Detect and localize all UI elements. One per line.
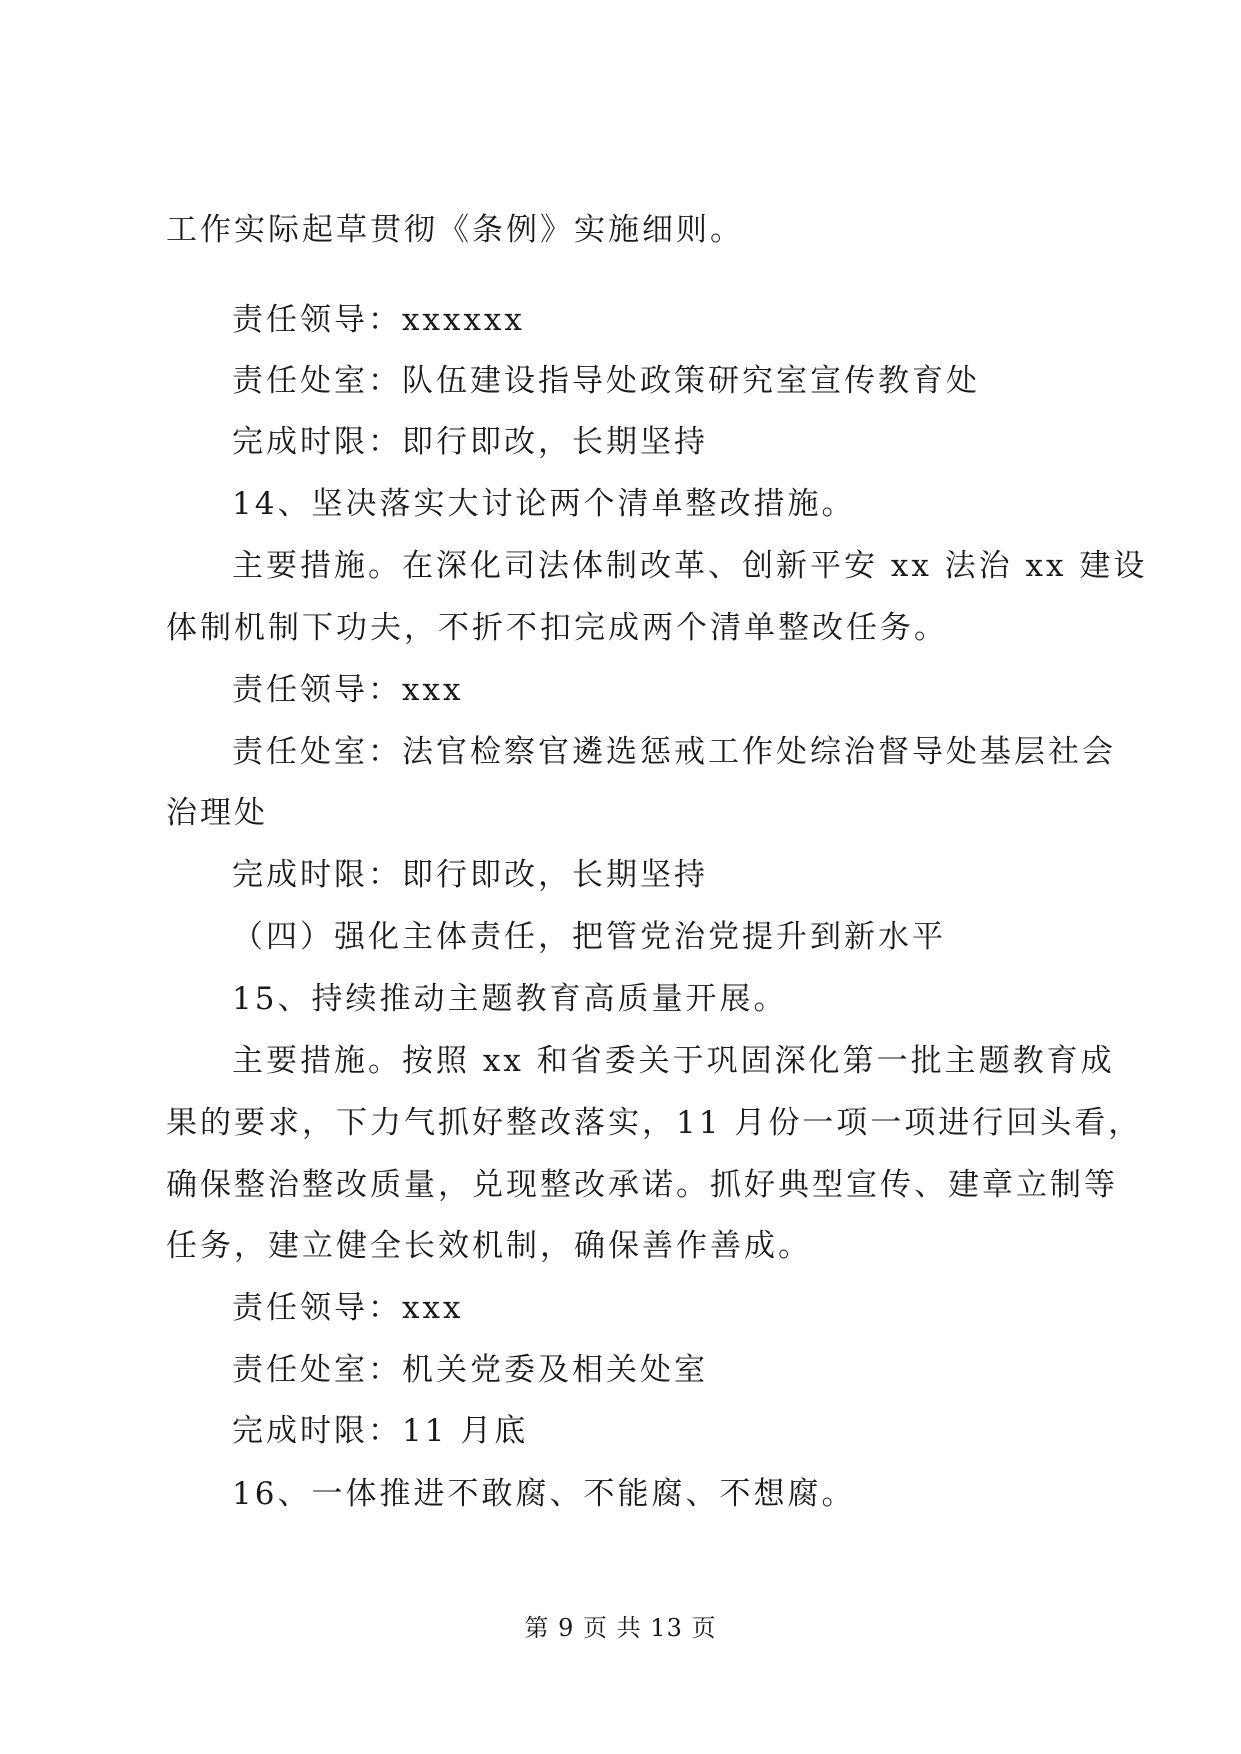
paragraph-line: 16、一体推进不敢腐、不能腐、不想腐。 [232, 1476, 856, 1512]
paragraph-line: 责任处室：机关党委及相关处室 [232, 1352, 708, 1388]
paragraph-line: 主要措施。在深化司法体制改革、创新平安 xx 法治 xx 建设 [232, 548, 1148, 584]
paragraph-line: 完成时限：即行即改，长期坚持 [232, 424, 708, 460]
paragraph-line: 治理处 [166, 795, 268, 831]
paragraph-line: 14、坚决落实大讨论两个清单整改措施。 [232, 486, 856, 522]
paragraph-line: 15、持续推动主题教育高质量开展。 [232, 981, 788, 1017]
paragraph-line: 果的要求，下力气抓好整改落实，11 月份一项一项进行回头看， [166, 1105, 1143, 1141]
paragraph-line: 完成时限：即行即改，长期坚持 [232, 857, 708, 893]
section-heading: （四）强化主体责任，把管党治党提升到新水平 [232, 919, 946, 955]
paragraph-line: 责任领导：xxxxxx [232, 302, 525, 338]
paragraph-line: 责任领导：xxx [232, 1290, 464, 1326]
paragraph-line: 主要措施。按照 xx 和省委关于巩固深化第一批主题教育成 [232, 1043, 1115, 1079]
paragraph-line: 体制机制下功夫，不折不扣完成两个清单整改任务。 [166, 610, 948, 646]
paragraph-line: 完成时限：11 月底 [232, 1413, 529, 1449]
page-footer: 第 9 页 共 13 页 [524, 1614, 717, 1642]
paragraph-line: 责任处室：队伍建设指导处政策研究室宣传教育处 [232, 363, 980, 399]
paragraph-line: 责任领导：xxx [232, 672, 464, 708]
paragraph-line: 工作实际起草贯彻《条例》实施细则。 [166, 212, 744, 248]
paragraph-line: 责任处室：法官检察官遴选惩戒工作处综治督导处基层社会 [232, 734, 1116, 770]
paragraph-line: 确保整治整改质量，兑现整改承诺。抓好典型宣传、建章立制等 [166, 1167, 1118, 1203]
paragraph-line: 任务，建立健全长效机制，确保善作善成。 [166, 1228, 812, 1264]
